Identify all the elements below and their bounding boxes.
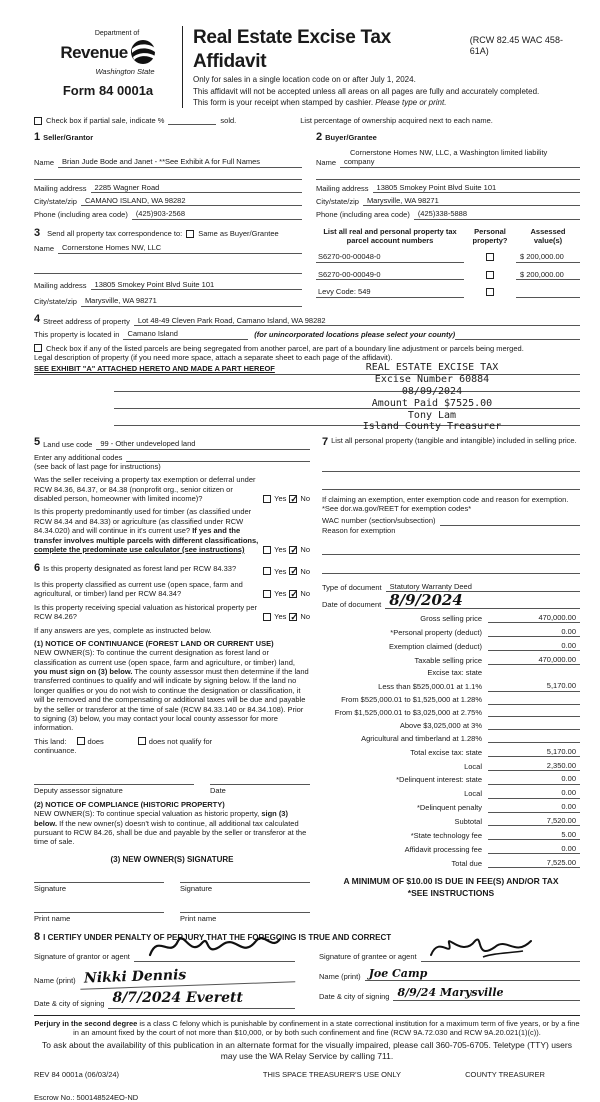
date-of-document-label: Date of document (322, 599, 382, 609)
reason-line[interactable] (322, 543, 580, 555)
located-in-note: (for unincorporated locations please select your county) (254, 330, 456, 340)
no-checkbox[interactable] (289, 590, 297, 598)
section-5-land-use: 5 Land use code 99 - Other undeveloped land Enter any additional codes (see back of last page for instructions) Was the seller receiving a property tax exemption or deferral under RCW 84.36, 84.37, or 84.38 (nonprofit org., senior citizen or disabled person, homeowner with limited income)? Yes ✓ No Is this property predominantly used for timber (as classified under RCW 84.34 and 84.33) or agriculture (as classified under RCW 84.34.020) and will continue in it's current use? If yes and the transfer involves multiple parcels with different classifications, complete the predominate use calculator (see instructions) Yes ✓ No (34, 436, 310, 555)
form-title: Real Estate Excise Tax Affidavit (193, 27, 391, 72)
county-treasurer-label: COUNTY TREASURER (465, 1069, 545, 1079)
yes-checkbox[interactable] (263, 613, 271, 621)
minimum-due-note: A MINIMUM OF $10.00 IS DUE IN FEE(S) AND/OR TAX *SEE INSTRUCTIONS (343, 876, 559, 898)
section7-title: List all personal property (tangible and intangible) included in selling price. (331, 435, 577, 445)
parcel-number[interactable]: S6270-00-00049-0 (316, 270, 464, 280)
type-of-document-value[interactable]: Statutory Warranty Deed (386, 582, 580, 592)
yes-checkbox[interactable] (263, 546, 271, 554)
parcel-number[interactable]: S6270-00-00048-0 (316, 252, 464, 262)
seller-phone-label: Phone (including area code) (34, 210, 128, 220)
agency-dept-of: Department of (94, 30, 140, 37)
grantee-signature-ink (423, 933, 543, 965)
personal-property-line[interactable] (322, 460, 580, 472)
escrow-number: Escrow No.: 500148524EO-ND (34, 1092, 139, 1102)
grantee-name-label: Name (print) (319, 971, 361, 981)
grantee-certification (319, 947, 580, 1008)
exemption-deferral-answer: Yes ✓ No (263, 494, 310, 503)
street-address-value[interactable]: Lot 48-49 Cleven Park Road, Camano Island, WA 98282 (134, 316, 580, 326)
header-note-3: This form is your receipt when stamped by cashier. Please type or print. (193, 98, 447, 107)
ownership-percent-note: List percentage of ownership acquired next to each name. (300, 116, 493, 125)
partial-sale-sold-label: sold. (220, 116, 237, 125)
agency-revenue: Revenue (60, 43, 128, 63)
current-use-question: Is this property classified as current use (open space, farm and agricultural, or timber) land per RCW 84.34? (34, 580, 243, 599)
document-info (322, 582, 580, 609)
seller-name-value[interactable]: Brian Jude Bode and Janet - **See Exhibit A for Full Names (58, 157, 302, 167)
notice-continuance-body: NEW OWNER(S): To continue the current designation as forest land or classification as current use (open space, farm and agriculture, or timber) land, you must sign on (3) below. The county assessor must then determine if the land transferred continues to qualify and will indicate by signing below. If the land no longer qualifies or you do not wish to continue the designation or classification, it will be removed and the compensating or additional taxes will be due and payable by the seller or transferor at the time of sale (RCW 84.33.140 or 84.34.108). Prior to signing (3) below, you may contact your local county assessor for more information. (34, 648, 309, 733)
notice-compliance-title: (2) NOTICE OF COMPLIANCE (HISTORIC PROPERTY) (34, 799, 225, 809)
signature-label: Signature (180, 883, 213, 893)
assessed-value[interactable] (516, 297, 580, 298)
buyer-phone-value[interactable]: (425)338-5888 (414, 209, 580, 219)
partial-sale-label: Check box if partial sale, indicate % (46, 116, 165, 125)
tax-row: From $1,525,000.01 to $3,025,000 at 2.75% (322, 708, 580, 717)
tax-row: *Delinquent penalty 0.00 (322, 802, 580, 812)
rev-number: REV 84 0001a (06/03/24) (34, 1069, 120, 1079)
personal-property-checkbox[interactable] (486, 271, 494, 279)
header-main (182, 26, 580, 108)
type-of-document-label: Type of document (322, 583, 382, 592)
footer-row (34, 1070, 580, 1079)
partial-sale-checkbox[interactable] (34, 117, 42, 125)
seller-phone-value[interactable]: (425)903-2568 (132, 209, 302, 219)
section-7-personal-property: 7 List all personal property (tangible and intangible) included in selling price. If claiming an exemption, enter exemption code and reason for exemption. *See dor.wa.gov/REET for exemption codes* WAC number (section/subsection) Reason for exemption (322, 436, 580, 574)
tax-row: Excise tax: state (427, 668, 482, 678)
header-note-2: This affidavit will not be accepted unless all areas on all pages are fully and accurately completed. (193, 86, 540, 96)
no-checkbox[interactable] (289, 567, 297, 575)
deputy-assessor-signature-line[interactable] (34, 771, 194, 785)
segregated-checkbox[interactable] (34, 344, 42, 352)
notice-compliance-body: NEW OWNER(S): To continue special valuation as historic property, sign (3) below. If the new owner(s) doesn't wish to continue, all additional tax calculated pursuant to RCW 84.26, shall be due and payable by the seller or transferor at the time of sale. (34, 809, 307, 847)
levy-code[interactable]: Levy Code: 549 (316, 287, 464, 297)
tax-computation-table (322, 613, 580, 868)
corr-city-label: City/state/zip (34, 297, 77, 307)
certify-statement: I CERTIFY UNDER PENALTY OF PERJURY THAT THE FOREGOING IS TRUE AND CORRECT (43, 933, 392, 943)
buyer-name-value[interactable]: company (340, 157, 580, 167)
assessed-value[interactable]: $ 200,000.00 (516, 252, 580, 262)
personal-property-checkbox[interactable] (486, 288, 494, 296)
assessed-value[interactable]: $ 200,000.00 (516, 270, 580, 280)
personal-property-checkbox[interactable] (486, 253, 494, 261)
print-name-label: Print name (180, 914, 217, 923)
does-checkbox[interactable] (77, 737, 85, 745)
does-label: does (87, 736, 104, 746)
new-owner-signature-line-2[interactable] (180, 869, 310, 883)
no-checkbox[interactable] (289, 613, 297, 621)
agency-washington-state: Washington State (95, 67, 155, 77)
form-title-rcw: (RCW 82.45 WAC 458-61A) (469, 35, 563, 57)
yes-checkbox[interactable] (263, 495, 271, 503)
yes-checkbox[interactable] (263, 567, 271, 575)
new-owner-signature-line-1[interactable] (34, 869, 164, 883)
does-not-label: does not qualify for (148, 736, 213, 746)
grantor-signature-label: Signature of grantor or agent (34, 952, 130, 962)
agency-logo-block (34, 26, 182, 108)
new-owner-printname-line-1[interactable] (34, 899, 164, 913)
personal-property-col-header: Personal property? (472, 226, 508, 245)
grantee-date-value[interactable]: 8/9/24 Marysville (393, 986, 580, 1001)
grantor-signature-ink (144, 929, 284, 965)
tax-row: Above $3,025,000 at 3% (322, 721, 580, 730)
notice-continuance-title: (1) NOTICE OF CONTINUANCE (FOREST LAND OR CURRENT USE) (34, 638, 274, 648)
buyer-mailing-value[interactable]: 13805 Smokey Point Blvd Suite 101 (373, 183, 580, 193)
new-owner-signature-title: (3) NEW OWNER(S) SIGNATURE (110, 854, 234, 864)
continuance-label: continuance. (34, 746, 77, 755)
tax-row: Total due 7,525.00 (322, 858, 580, 868)
exemption-note: If claiming an exemption, enter exemption code and reason for exemption. *See dor.wa.gov/REET for exemption codes* (322, 494, 569, 513)
grantee-name-value[interactable]: Joe Camp (365, 967, 580, 982)
forest-land-question: Is this property designated as forest land per RCW 84.33? (43, 564, 237, 574)
header (34, 26, 580, 108)
corr-name-value[interactable]: Cornerstone Homes NW, LLC (58, 243, 302, 253)
exemption-deferral-question: Was the seller receiving a property tax exemption or deferral under RCW 84.36, 84.37, or 84.38 (nonprofit org., senior citizen or disabled person, homeowner with limited income)? (34, 475, 256, 503)
tax-row: *Delinquent interest: state 0.00 (322, 774, 580, 784)
section3-title: Send all property tax correspondence to: (47, 228, 183, 238)
assessed-value-col-header: Assessed value(s) (530, 226, 566, 245)
tax-row: From $525,000.01 to $1,525,000 at 1.28% (322, 695, 580, 704)
tax-row: Taxable selling price 470,000.00 (322, 655, 580, 665)
additional-codes-value[interactable] (126, 453, 310, 462)
forest-land-answer: Yes ✓ No (263, 567, 310, 576)
treasurer-stamp: REAL ESTATE EXCISE TAX Excise Number 60884 08/09/2024 Amount Paid $7525.00 Tony Lam Island County Treasurer (362, 362, 502, 433)
tax-row: Gross selling price 470,000.00 (322, 613, 580, 623)
tax-row: *Personal property (deduct) 0.00 (322, 627, 580, 637)
wac-number-label: WAC number (section/subsection) (322, 516, 436, 526)
buyer-mailing-label: Mailing address (316, 183, 369, 193)
additional-codes-label: Enter any additional codes (34, 452, 123, 462)
buyer-city-label: City/state/zip (316, 196, 359, 206)
parcel-col-header: List all real and personal property tax parcel account numbers (323, 226, 457, 245)
partial-sale-percent-field[interactable] (168, 116, 216, 125)
tax-row: *State technology fee 5.00 (322, 830, 580, 840)
parcel-table (316, 227, 580, 307)
buyer-name-label: Name (316, 158, 337, 168)
alternate-format-note: To ask about the availability of this publication in an alternate format for the visually impaired, please call 360-705-6705. Teletype (TTY) users may use the WA Relay Service by calling 711. (42, 1040, 572, 1061)
perjury-statement: Perjury in the second degree is a class C felony which is punishable by confinement in a state correctional institution for a maximum term of five years, or by a fine in an amount fixed by the court of not more than $10,000, or by both such confinement and fine (RCW 9A.72.030 and RCW 9A.20.021(1)(c)). (34, 1015, 580, 1038)
section-1-seller: 1 Seller/Grantor Name Brian Jude Bode and Janet - **See Exhibit A for Full Names Mailing address 2285 Wagner Road City/state/zip CAMANO ISLAND, WA 98282 Phone (including area code) (425)903-2568 (34, 131, 302, 219)
legal-description-value[interactable]: SEE EXHIBIT "A" ATTACHED HERETO AND MADE A PART HEREOF (34, 364, 305, 374)
legal-description-label: Legal description of property (if you need more space, attach a separate sheet to each page of the affidavit). (34, 353, 393, 362)
section-6-classification: 6 Is this property designated as forest land per RCW 84.33? Yes ✓ No Is this property classified as current use (open space, farm and agricultural, or timber) land per RCW 84.34? Yes ✓ No Is this property receiving special valuation as historical property per RCW 84.26? Yes ✓ No If any answers are yes, complete as instructed below. (1) NOTICE OF CONTINUANCE (FOREST LAND OR CURRENT USE) NEW OWNER(S): To continue the current designation as forest land or classification as current use (open space, farm and agriculture, or timber) land, you must sign on (3) below. The county assessor must then determine if the land transferred continues to qualify and will indicate by signing below. If the land no longer qualifies or you do not wish to continue the designation or classification, it will be removed and the compensating or additional taxes will be due and payable by the seller or transferor at the time of sale (RCW 84.33.140 or 84.34.108). Prior to signing (3) below, you may contact your local county assessor for more information. This land: does does not qualify for continuance. Deputy assessor signature Date (2) NOTICE OF COMPLIANCE (HISTORIC PROPERTY) NEW OWNER(S): To continue special valuation as historic property, sign (3) below. If the new owner(s) doesn't wish to continue, all additional tax calculated pursuant to RCW 84.26, shall be due and payable by the seller or transferor at the time of sale. (3) NEW OWNER(S) SIGNATURE Signature Signature Print name Print name (34, 562, 310, 923)
corr-mailing-label: Mailing address (34, 280, 87, 290)
deputy-date-label: Date (210, 786, 226, 796)
seller-mailing-label: Mailing address (34, 183, 87, 193)
buyer-phone-label: Phone (including area code) (316, 210, 410, 220)
land-use-code-label: Land use code (43, 440, 93, 450)
seller-city-label: City/state/zip (34, 196, 77, 206)
form-number: Form 84 0001a (62, 82, 154, 98)
corr-city-value[interactable]: Marysville, WA 98271 (81, 296, 302, 306)
street-address-label: Street address of property (43, 316, 130, 326)
deputy-date-line[interactable] (210, 771, 310, 785)
located-in-value[interactable]: Camano Island (123, 329, 248, 339)
tax-row: Agricultural and timberland at 1.28% (322, 734, 580, 743)
tax-row: Exemption claimed (deduct) 0.00 (322, 641, 580, 651)
tax-row: Affidavit processing fee 0.00 (322, 844, 580, 854)
tax-row: Total excise tax: state 5,170.00 (322, 747, 580, 757)
grantor-name-value[interactable]: Nikki Dennis (79, 963, 295, 989)
partial-sale-row (34, 116, 580, 125)
tax-row: Subtotal 7,520.00 (322, 816, 580, 826)
same-as-buyer-checkbox[interactable] (186, 230, 194, 238)
section2-title: Buyer/Grantee (325, 133, 377, 143)
seller-name-extra-line[interactable] (34, 168, 302, 180)
yes-checkbox[interactable] (263, 590, 271, 598)
segregated-label: Check box if any of the listed parcels are being segregated from another parcel, are part of a boundary line adjustment or parcels being merged. (46, 343, 524, 353)
reason-line[interactable] (322, 562, 580, 574)
parcel-row (316, 270, 580, 280)
grantee-signature-label: Signature of grantee or agent (319, 952, 417, 962)
corr-mailing-value[interactable]: 13805 Smokey Point Blvd Suite 101 (91, 280, 302, 290)
additional-codes-note: (see back of last page for instructions) (34, 461, 161, 471)
same-as-buyer-label: Same as Buyer/Grantee (198, 228, 279, 238)
section1-title: Seller/Grantor (43, 133, 94, 143)
date-of-document-value[interactable]: 8/9/2024 (385, 594, 580, 609)
timber-agriculture-question: Is this property predominantly used for timber (as classified under RCW 84.34 and 84.33) or agriculture (as classified under RCW 84.34.020) and will continue in it's current use? If yes and the transfer involves multiple parcels with different classifications, complete the predominate use calculator (see instructions) (34, 507, 259, 554)
if-yes-note: If any answers are yes, complete as instructed below. (34, 625, 212, 635)
historic-property-question: Is this property receiving special valuation as historical property per RCW 84.26? (34, 602, 258, 622)
does-not-checkbox[interactable] (138, 737, 146, 745)
seller-name-label: Name (34, 158, 55, 168)
header-note-1: Only for sales in a single location code on or after July 1, 2024. (193, 75, 416, 84)
land-use-code-value[interactable]: 99 - Other undeveloped land (96, 439, 310, 449)
signature-label: Signature (34, 883, 67, 893)
historic-property-answer: Yes ✓ No (263, 612, 310, 621)
grantee-date-label: Date & city of signing (319, 991, 390, 1001)
parcel-row (316, 252, 580, 262)
deputy-assessor-signature-label: Deputy assessor signature (34, 786, 123, 796)
current-use-answer: Yes ✓ No (263, 589, 310, 598)
no-checkbox[interactable] (289, 546, 297, 554)
section-3-correspondence: 3 Send all property tax correspondence to: Same as Buyer/Grantee Name Cornerstone Homes NW, LLC Mailing address 13805 Smokey Point Blvd Suite 101 City/state/zip Marysville, WA 98271 (34, 227, 302, 307)
grantor-certification (34, 947, 295, 1008)
grantor-date-label: Date & city of signing (34, 999, 105, 1009)
land-qualify-row (34, 737, 310, 746)
corr-extra-line[interactable] (34, 262, 302, 274)
buyer-city-value[interactable]: Marysville, WA 98271 (363, 196, 580, 206)
grantor-date-value[interactable]: 8/7/2024 Everett (108, 990, 295, 1009)
corr-name-label: Name (34, 244, 55, 254)
tax-row: Local 0.00 (322, 788, 580, 798)
new-owner-printname-line-2[interactable] (180, 899, 310, 913)
parcel-row (316, 287, 580, 297)
personal-property-line[interactable] (322, 478, 580, 490)
tax-row: Less than $525,000.01 at 1.1% 5,170.00 (322, 681, 580, 691)
treasurer-use-label: THIS SPACE TREASURER'S USE ONLY (262, 1069, 402, 1079)
wac-number-value[interactable] (440, 517, 580, 526)
no-checkbox[interactable] (289, 495, 297, 503)
tax-row: Local 2,350.00 (322, 761, 580, 771)
buyer-name-line1: Cornerstone Homes NW, LLC, a Washington limited liability (350, 148, 548, 158)
legal-description-area (34, 362, 580, 433)
reason-for-exemption-label: Reason for exemption (322, 525, 396, 535)
located-in-label: This property is located in (34, 330, 120, 340)
timber-agriculture-answer: Yes ✓ No (263, 545, 310, 554)
buyer-name-extra-line[interactable] (316, 168, 580, 180)
revenue-logo-icon (130, 39, 156, 67)
grantor-name-label: Name (print) (34, 975, 76, 985)
seller-mailing-value[interactable]: 2285 Wagner Road (91, 183, 302, 193)
this-land-label: This land: (34, 736, 67, 746)
seller-city-value[interactable]: CAMANO ISLAND, WA 98282 (81, 196, 302, 206)
section-2-buyer: 2 Buyer/Grantee Name Cornerstone Homes NW, LLC, a Washington limited liability company Mailing address 13805 Smokey Point Blvd Suite 101 City/state/zip Marysville, WA 98271 Phone (including area code) (425)338-5888 (316, 131, 580, 219)
located-line-rest (455, 331, 580, 340)
print-name-label: Print name (34, 914, 71, 923)
section-8-certification: 8 I CERTIFY UNDER PENALTY OF PERJURY THAT THE FOREGOING IS TRUE AND CORRECT Signature of grantor or agent Name (print) Nikki Dennis Date & city of signing 8/7/2024 Everett Signature of grantee or agent Name (print) Joe Camp Date & city of signing 8/9/24 Marysville (34, 931, 580, 1008)
section-4-property: 4 Street address of property Lot 48-49 Cleven Park Road, Camano Island, WA 98282 This property is located in Camano Island (for unincorporated locations please select your county) Check box if any of the listed parcels are being segregated from another parcel, are part of a boundary line adjustment or parcels being merged. Legal description of property (if you need more space, attach a separate sheet to each page of the affidavit). SEE EXHIBIT "A" ATTACHED HERETO AND MADE A PART HEREOF REAL ESTATE EXCISE TAX Excise Number 60884 08/09/2024 Amount Paid $7525.00 Tony Lam Island County Treasurer (34, 313, 580, 426)
